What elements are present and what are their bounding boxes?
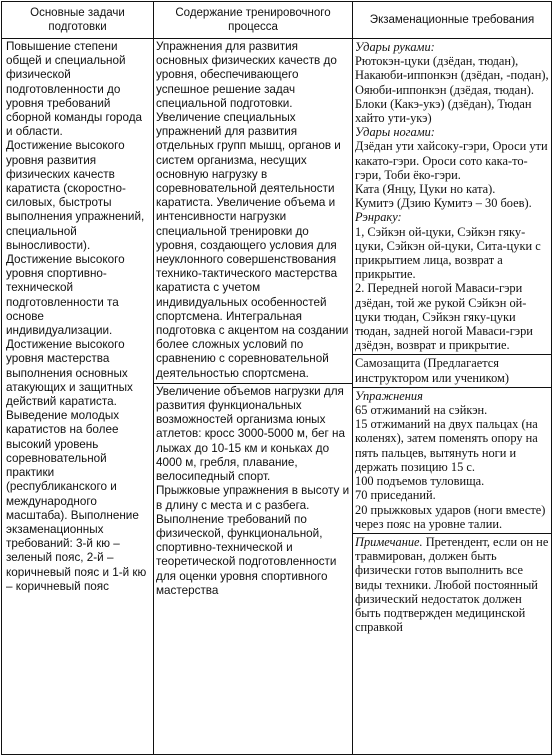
header-main-tasks: Основные задачи подготовки [2, 2, 154, 39]
cell-divider [353, 354, 551, 355]
note-text: Претендент, если он не травмирован, должен быть физически готов выполнить все виды техники. Любой постоянный физический недостаток должен быть подтвержден медицинской справкой [355, 534, 549, 635]
kata-text: Ката (Янцу, Цуки но ката). [355, 182, 496, 197]
cell-divider [353, 533, 551, 534]
cell-divider [154, 383, 352, 384]
blocks-text: Блоки (Какэ-укэ) (дзёдан), Тюдан хайто ути-укэ) [355, 96, 532, 126]
training-content-cell [154, 39, 353, 755]
kicks-heading: Удары ногами: [355, 125, 435, 140]
task-paragraph: Достижение высокого уровня мастерства выполнения основных атакующих и защитных действий каратиста. [6, 338, 133, 409]
task-paragraph: Повышение степени общей и специальной физической подготовленности до уровня требований сборной команды города и области. [6, 40, 143, 139]
note-label: Примечание. [355, 534, 423, 549]
table-row [2, 39, 552, 755]
note-paragraph [355, 535, 549, 634]
exercises-heading: Упражнения [355, 388, 423, 403]
renraku-heading: Рэнраку: [355, 210, 402, 225]
exercise-item: 65 отжиманий на сэйкэн. [355, 403, 488, 418]
exercise-item: 15 отжиманий на двух пальцах (на коленях), затем поменять опору на пять пальцев, вытянуть ноги и держать позицию 15 с. [355, 417, 538, 474]
exercise-item: 70 приседаний. [355, 488, 436, 503]
task-paragraph: Достижение высокого уровня развития физических качеств каратиста (скоростно-силовых, быстроты выполнения упражнений, специальной выносливости). [6, 139, 145, 252]
content-paragraph: Увеличение специальных упражнений для развития отдельных групп мышц, органов и систем организма, несущих основную нагрузку в соревновательной деятельности каратиста. Увеличение объема и интенсивности нагрузки специальной тренировки до уровня, создающего условия для неуклонного совершенствования технико-тактического мастерства каратиста с учетом индивидуальных особенностей спортсмена. Интегральная подготовка с акцентом на создании более сложных условий по сравнению с соревновательной деятельностью спортсмена. [156, 111, 349, 380]
kumite-text: Кумитэ (Дзию Кумитэ – 30 боев). [355, 196, 532, 211]
kicks-text: Дзёдан ути хайсоку-гэри, Ороси ути какато-гэри. Ороси сото кака-то-гэри, Тоби ёко-гэри. [355, 139, 548, 182]
content-paragraph: Прыжковые упражнения в высоту и в длину с места и с разбега. Выполнение требований по физической, функциональной, спортивно-технической и теоретической подготовленности для оценки уровня спортивного мастерства [156, 484, 350, 597]
renraku-item: 2. Передней ногой Маваси-гэри дзёдан, той же рукой Сэйкэн ой-цуки тюдан, Сэйкэн гяку-цуки тюдан, задней ногой Маваси-гэри дзёдэн, возврат и прикрытие. [355, 281, 533, 353]
main-tasks-cell [2, 39, 154, 755]
content-paragraph: Увеличение объемов нагрузки для развития функциональных возможностей организма юных атлетов: кросс 3000-5000 м, бег на лыжах до 10-15 км и коньках до 4000 м, гребля, плавание, велосипедный спорт. [156, 384, 345, 484]
header-training-content: Содержание тренировочного процесса [154, 2, 353, 39]
header-exam-requirements: Экзаменационные требования [353, 2, 552, 39]
task-paragraph: Достижение высокого уровня спортивно-технической подготовленности та основе индивидуализации. [6, 253, 125, 338]
exam-requirements-cell [353, 39, 552, 755]
self-defense-text: Самозащита (Предлагается инструктором или учеником) [355, 356, 509, 385]
task-paragraph: Выведение молодых каратистов на более высокий уровень соревновательной практики (республиканского и международного масштаба). Выполнение экзаменационных требований: 3-й кю – зеленый пояс, 2-й – коричневый пояс и 1-й кю – коричневый пояс [6, 409, 147, 593]
exam-requirements-table [1, 1, 552, 755]
hand-strikes-heading: Удары руками: [355, 40, 435, 54]
exercise-item: 20 прыжковых ударов (ноги вместе) через пояс на уровне талии. [355, 502, 546, 531]
cell-divider [353, 387, 551, 388]
renraku-item: 1, Сэйкэн ой-цуки, Сэйкэн гяку-цуки, Сэйкэн ой-цуки, Сита-цуки с прикрытием лица, возврат а прикрытие. [355, 224, 541, 282]
content-paragraph: Упражнения для развития основных физических качеств до уровня, обеспечивающего успешное решение задач специальной подготовки. [156, 40, 337, 110]
hand-strikes-text: Рютокэн-цуки (дзёдан, тюдан), Накаюби-иппонкэн (дзёдан, -подан), Ояюби-иппонкэн (дзёдая, тюдан). [355, 54, 549, 97]
table-header-row [2, 2, 552, 39]
exercise-item: 100 подъемов туловища. [355, 474, 485, 489]
